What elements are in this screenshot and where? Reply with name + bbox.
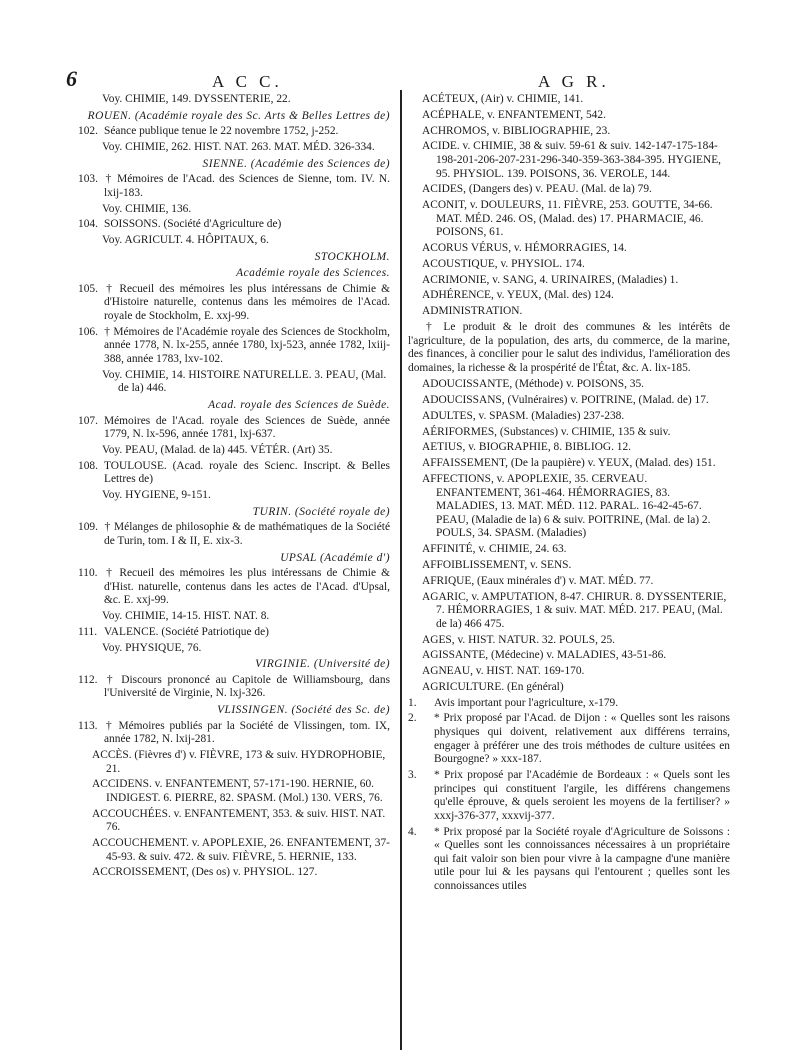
index-entry: ADOUCISSANS, (Vulnéraires) v. POITRINE, (Malad. de) 17. [422, 394, 709, 407]
section-heading-text: SIENNE. (Académie des Sciences de) [202, 157, 390, 170]
index-entry: AGRICULTURE. (En général) [422, 680, 564, 693]
numbered-entry [78, 521, 390, 548]
index-entry: AETIUS, v. BIOGRAPHIE, 8. BIBLIOG. 12. [422, 441, 632, 454]
section-heading [78, 552, 390, 566]
numbered-entry [78, 326, 390, 367]
index-entry: ADOUCISSANTE, (Méthode) v. POISONS, 35. [422, 378, 645, 391]
section-heading-text: Acad. royale des Sciences de Suède. [208, 399, 390, 411]
entry-text: Avis important pour l'agriculture, x-179. [434, 696, 619, 709]
numbered-entry [78, 720, 390, 747]
numbered-entry [78, 626, 390, 640]
index-entry: AFFOIBLISSEMENT, v. SENS. [422, 558, 572, 571]
index-entry: AFRIQUE, (Eaux minérales d') v. MAT. MÉD. 77. [422, 574, 654, 587]
entry-number: 105. [78, 282, 98, 295]
index-entry: ACCÈS. (Fièvres d') v. FIÈVRE, 173 & suiv. HYDROPHOBIE, 21. [92, 748, 386, 775]
entry-text: † Mémoires de l'Acad. des Sciences de Sienne, tom. IV. N. lxij-183. [104, 173, 390, 199]
cross-reference: Voy. HYGIENE, 9-151. [102, 489, 211, 502]
entry-text: Mémoires de l'Acad. royale des Sciences de Suède, année 1779, N. lx-596, année 1781, lxj-637. [104, 414, 390, 441]
index-entry: AGISSANTE, (Médecine) v. MALADIES, 43-51-86. [422, 649, 667, 662]
entry-text: † Mélanges de philosophie & de mathématiques de la Société de Turin, tom. I & II, E. xix-3. [104, 521, 390, 547]
entry-text: * Prix proposé par l'Acad. de Dijon : « Quelles sont les raisons physiques qui doivent, relativement aux différens terrains, engager à préférer une des trois méthodes de culture usitées en Bourgogne? » xxx-187. [434, 712, 730, 766]
right-running-head: A G R. [538, 72, 610, 91]
index-entry: ACCOUCHEMENT. v. APOPLEXIE, 26. ENFANTEMENT, 37-45-93. & suiv. 472. & suiv. FIÈVRE, 5. HERNIE, 133. [92, 837, 390, 863]
section-heading [78, 267, 390, 281]
section-heading [78, 110, 390, 124]
cross-reference: Voy. CHIMIE, 14-15. HIST. NAT. 8. [102, 610, 270, 623]
column-divider [400, 90, 402, 1050]
section-heading-text: Académie royale des Sciences. [236, 267, 390, 280]
index-entry: AGES, v. HIST. NATUR. 32. POULS, 25. [422, 633, 616, 646]
section-heading-text: ROUEN. (Académie royale des Sc. Arts & Belles Lettres de) [87, 109, 390, 122]
section-heading [78, 658, 390, 672]
numbered-entry [78, 283, 390, 324]
index-entry: ADMINISTRATION. [422, 305, 523, 318]
index-entry: AÉRIFORMES, (Substances) v. CHIMIE, 135 & suiv. [422, 425, 671, 438]
entry-number: 113. [78, 719, 98, 732]
numbered-entry [78, 674, 390, 701]
numbered-entry [78, 125, 390, 139]
numbered-entry [408, 712, 730, 766]
entry-number: 104. [78, 218, 98, 231]
index-entry: AFFAISSEMENT, (De la paupière) v. YEUX, (Malad. des) 151. [422, 457, 716, 470]
entry-text: † Discours prononcé au Capitole de Williamsbourg, dans l'Université de Virginie, N. lxj-326. [104, 673, 390, 700]
section-heading [78, 399, 390, 413]
numbered-entry [78, 460, 390, 487]
numbered-entry [408, 769, 730, 823]
index-entry: AFFECTIONS, v. APOPLEXIE, 35. CERVEAU. ENFANTEMENT, 361-464. HÉMORRAGIES, 83. MALADIES, 13. MAT. MÉD. 112. PARAL. 16-42-45-67. PEAU, (Maladie de la) 6 & suiv. POITRINE, (Mal. de la) 2. POULS, 34. SPASM. (Maladies) [422, 473, 711, 540]
entry-number: 106. [78, 325, 98, 338]
left-running-head: A C C. [212, 72, 283, 91]
page-number: 6 [66, 66, 77, 91]
cross-reference: Voy. AGRICULT. 4. HÔPITAUX, 6. [102, 234, 269, 247]
entry-number: 108. [78, 459, 98, 472]
entry-number: 102. [78, 125, 98, 138]
entry-number: 4. [408, 825, 417, 838]
entry-text: VALENCE. (Société Patriotique de) [104, 625, 269, 638]
cross-reference: Voy. CHIMIE, 136. [102, 202, 192, 215]
entry-text: * Prix proposé par l'Académie de Bordeaux : « Quels sont les principes qui constituent l'argile, les différens changemens qu'elle éprouve, & quels seroient les moyens de la fertiliser? » xxxj-376-377, xxxvij-377. [434, 768, 730, 822]
index-entry: ACRIMONIE, v. SANG, 4. URINAIRES, (Maladies) 1. [422, 273, 679, 286]
cross-reference: Voy. PEAU, (Malad. de la) 445. VÉTÉR. (Art) 35. [102, 443, 333, 456]
section-heading-text: UPSAL (Académie d') [280, 551, 390, 564]
numbered-entry [78, 567, 390, 608]
index-entry: AFFINITÉ, v. CHIMIE, 24. 63. [422, 543, 567, 556]
section-heading [78, 251, 390, 265]
numbered-entry [408, 697, 730, 711]
cross-reference: Voy. CHIMIE, 14. HISTOIRE NATURELLE. 3. PEAU, (Mal. de la) 446. [102, 368, 387, 395]
entry-text: † Recueil des mémoires les plus intéressans de Chimie & d'Hist. naturelle, contenus dans les actes de l'Acad. d'Upsal, &c. E. xxj-99. [104, 567, 390, 607]
cross-reference: Voy. PHYSIQUE, 76. [102, 641, 202, 654]
index-entry: ADHÉRENCE, v. YEUX, (Mal. des) 124. [422, 289, 614, 302]
paragraph: † Le produit & le droit des communes & les intérêts de l'agriculture, de la population, des arts, du commerce, de la marine, des finances, à concilier pour le salut des individus, l'amélioration des domaines, la richesse & la prospérité de l'État, &c. A. lix-185. [408, 320, 730, 374]
numbered-entry [78, 173, 390, 200]
entry-number: 107. [78, 414, 98, 427]
entry-number: 111. [78, 625, 98, 638]
index-entry: AGNEAU, v. HIST. NAT. 169-170. [422, 665, 585, 678]
entry-number: 3. [408, 768, 417, 781]
entry-text: * Prix proposé par la Société royale d'Agriculture de Soissons : « Quelles sont les connoissances nécessaires à un propriétaire qui fait valoir son bien pour vivre à la campagne d'une manière utile pour lui & les paysans qui l'entourent ; quelles sont les connoissances utiles [434, 825, 730, 892]
numbered-entry [78, 218, 390, 232]
section-heading-text: VIRGINIE. (Université de) [255, 658, 390, 671]
section-heading-text: STOCKHOLM. [314, 250, 390, 263]
index-entry: ACCOUCHÉES. v. ENFANTEMENT, 353. & suiv. HIST. NAT. 76. [92, 807, 386, 834]
entry-number: 103. [78, 173, 98, 186]
section-heading [78, 506, 390, 520]
entry-number: 1. [408, 696, 417, 709]
index-entry: ACHROMOS, v. BIBLIOGRAPHIE, 23. [422, 124, 611, 137]
section-heading-text: TURIN. (Société royale de) [252, 505, 390, 518]
cross-reference: Voy. CHIMIE, 149. DYSSENTERIE, 22. [102, 93, 291, 105]
entry-text: † Mémoires de l'Académie royale des Sciences de Stockholm, année 1778, N. lx-255, année 1780, lxj-523, année 1782, lxiij-388, année 1783, lxv-102. [104, 325, 390, 366]
numbered-entry [78, 415, 390, 442]
index-entry: ADULTES, v. SPASM. (Maladies) 237-238. [422, 409, 625, 422]
index-entry: ACCROISSEMENT, (Des os) v. PHYSIOL. 127. [92, 866, 318, 879]
entry-text: † Recueil des mémoires les plus intéressans de Chimie & d'Histoire naturelle, contenus dans les mémoires de l'Acad. royale de Stockholm, E. xxj-99. [104, 282, 390, 323]
entry-text: † Mémoires publiés par la Société de Vlissingen, tom. IX, année 1782, N. lxij-281. [104, 719, 390, 746]
entry-text: SOISSONS. (Société d'Agriculture de) [104, 218, 282, 231]
index-entry: ACÉPHALE, v. ENFANTEMENT, 542. [422, 108, 606, 121]
numbered-entry [408, 826, 730, 894]
entry-text: TOULOUSE. (Acad. royale des Scienc. Inscript. & Belles Lettres de) [104, 459, 390, 486]
right-column [408, 93, 730, 896]
entry-number: 2. [408, 712, 417, 725]
cross-reference: Voy. CHIMIE, 262. HIST. NAT. 263. MAT. MÉD. 326-334. [102, 140, 375, 153]
entry-number: 112. [78, 673, 98, 686]
entry-number: 109. [78, 521, 98, 534]
entry-number: 110. [78, 567, 98, 580]
entry-text: Séance publique tenue le 22 novembre 1752, j-252. [104, 125, 339, 138]
left-column [78, 93, 390, 882]
index-entry: AGARIC, v. AMPUTATION, 8-47. CHIRUR. 8. DYSSENTERIE, 7. HÉMORRAGIES, 1 & suiv. MAT. MÉD. 217. PEAU, (Mal. de la) 466 475. [422, 590, 727, 630]
index-entry: ACÉTEUX, (Air) v. CHIMIE, 141. [422, 93, 584, 105]
index-entry: ACIDES, (Dangers des) v. PEAU. (Mal. de la) 79. [422, 183, 652, 196]
section-heading-text: VLISSINGEN. (Société des Sc. de) [217, 704, 390, 716]
section-heading [78, 158, 390, 172]
index-entry: ACONIT, v. DOULEURS, 11. FIÈVRE, 253. GOUTTE, 34-66. MAT. MÉD. 246. OS, (Malad. des) 17. PHARMACIE, 46. POISONS, 61. [422, 199, 713, 239]
index-entry: ACCIDENS. v. ENFANTEMENT, 57-171-190. HERNIE, 60. INDIGEST. 6. PIERRE, 82. SPASM. (Mol.) 130. VERS, 76. [92, 778, 383, 804]
index-entry: ACORUS VÉRUS, v. HÉMORRAGIES, 14. [422, 242, 627, 255]
index-entry: ACIDE. v. CHIMIE, 38 & suiv. 59-61 & suiv. 142-147-175-184-198-201-206-207-231-296-340-359-363-384-395. HYGIENE, 95. PHYSIOL. 139. POISONS, 36. VEROLE, 144. [422, 140, 722, 180]
section-heading [78, 704, 390, 718]
index-entry: ACOUSTIQUE, v. PHYSIOL. 174. [422, 257, 585, 270]
